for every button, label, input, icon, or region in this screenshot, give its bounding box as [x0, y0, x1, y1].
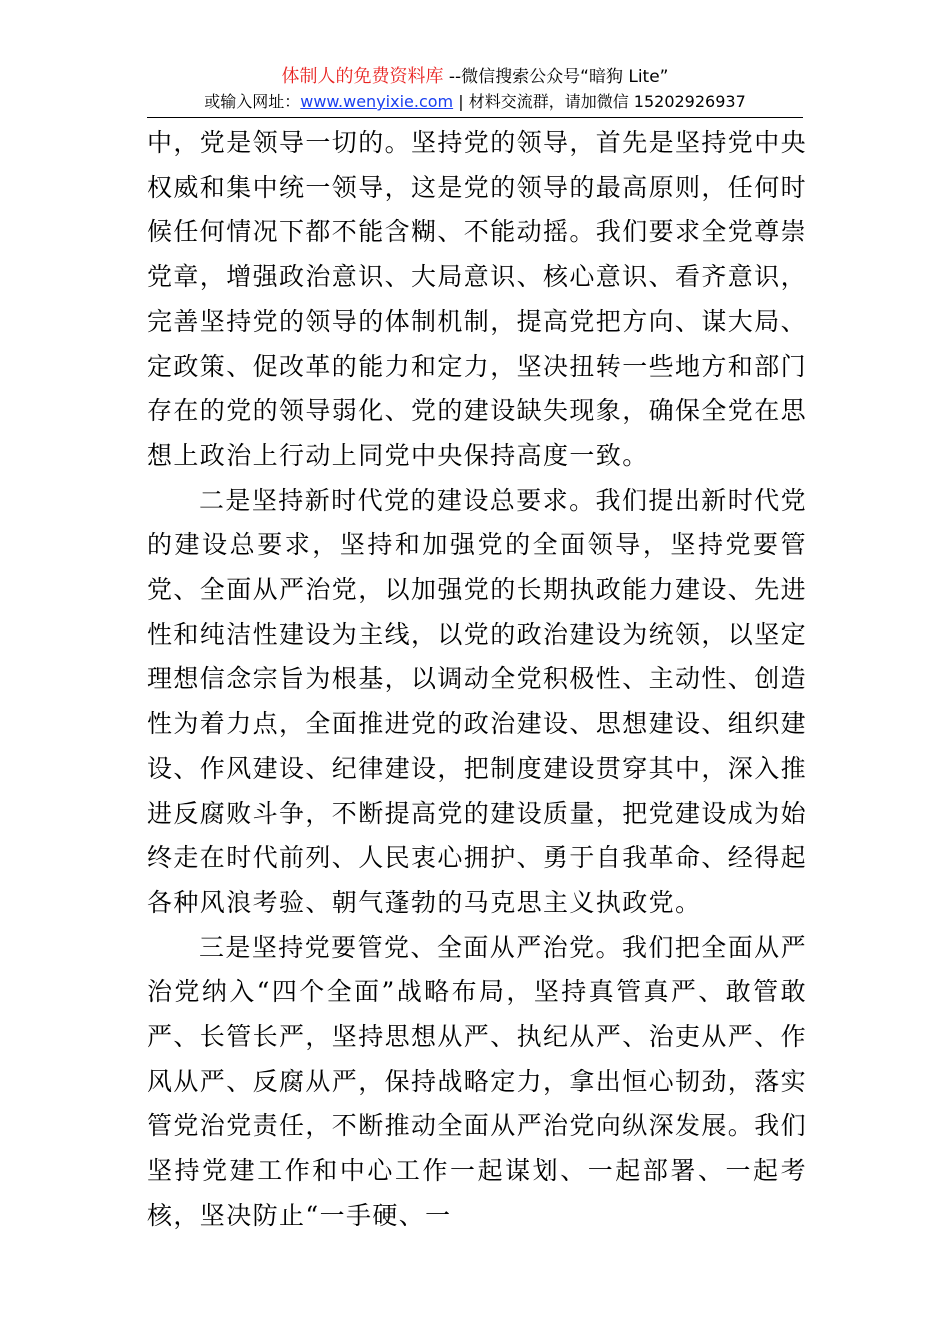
page-header — [0, 64, 950, 114]
paragraph: 中，党是领导一切的。坚持党的领导，首先是坚持党中央权威和集中统一领导，这是党的领导的最高原则，任何时候任何情况下都不能含糊、不能动摇。我们要求全党尊崇党章，增强政治意识、大局意识、核心意识、看齐意识，完善坚持党的领导的体制机制，提高党把方向、谋大局、定政策、促改革的能力和定力，坚决扭转一些地方和部门存在的党的领导弱化、党的建设缺失现象，确保全党在思想上政治上行动上同党中央保持高度一致。 — [147, 128, 808, 470]
document-body — [147, 121, 807, 1239]
brand-title: 体制人的免费资料库 — [281, 66, 444, 87]
header-contact-line — [0, 90, 950, 114]
website-link[interactable]: www.wenyixie.com — [300, 92, 454, 111]
contact-info: | 材料交流群，请加微信 15202926937 — [453, 92, 746, 111]
header-promo-line — [0, 64, 950, 90]
wechat-search-hint: --微信搜索公众号“暗狗 Lite” — [443, 67, 669, 87]
paragraph: 三是坚持党要管党、全面从严治党。我们把全面从严治党纳入“四个全面”战略布局，坚持真管真严、敢管敢严、长管长严，坚持思想从严、执纪从严、治吏从严、作风从严、反腐从严，保持战略定力，拿出恒心韧劲，落实管党治党责任，不断推动全面从严治党向纵深发展。我们坚持党建工作和中心工作一起谋划、一起部署、一起考核，坚决防止“一手硬、一 — [147, 932, 808, 1230]
paragraph: 二是坚持新时代党的建设总要求。我们提出新时代党的建设总要求，坚持和加强党的全面领导，坚持党要管党、全面从严治党，以加强党的长期执政能力建设、先进性和纯洁性建设为主线，以党的政治建设为统领，以坚定理想信念宗旨为根基，以调动全党积极性、主动性、创造性为着力点，全面推进党的政治建设、思想建设、组织建设、作风建设、纪律建设，把制度建设贯穿其中，深入推进反腐败斗争，不断提高党的建设质量，把党建设成为始终走在时代前列、人民衷心拥护、勇于自我革命、经得起各种风浪考验、朝气蓬勃的马克思主义执政党。 — [147, 485, 808, 917]
header-divider — [147, 117, 803, 118]
url-prefix-label: 或输入网址： — [204, 92, 301, 111]
